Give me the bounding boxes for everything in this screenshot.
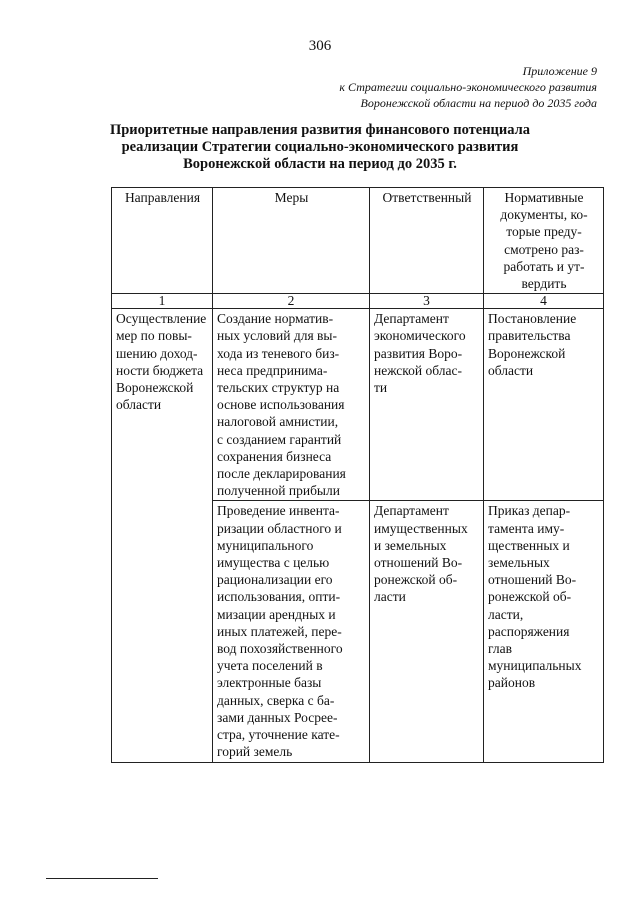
text-line: хода из теневого биз- [217,345,340,361]
text-line: ласти [374,589,406,605]
text-line: использования, опти- [217,589,341,605]
cell-responsible [370,501,484,762]
text-line: рационализации его [217,572,333,588]
text-line: нежской облас- [374,362,463,378]
text-line: полученной прибыли [217,483,340,499]
text-line: ронежской об- [374,572,458,588]
appendix-line-3: Воронежской области на период до 2035 года [360,96,597,110]
text-line: Департамент [374,311,449,327]
title-line-3: Воронежской области на период до 2035 г. [183,156,457,172]
text-line: имущества с целью [217,555,330,571]
text-line: Проведение инвента- [217,503,340,519]
appendix-note [339,63,597,111]
text-line: после декларирования [217,466,346,482]
text-line: торые преду- [506,224,582,240]
text-line: отношений Во- [374,555,463,571]
text-line: отношений Во- [488,572,577,588]
text-line: ласти, [488,606,524,622]
text-line: иных платежей, пере- [217,623,342,639]
document-title [60,122,580,173]
text-line: мизации арендных и [217,606,336,622]
text-line: смотрено раз- [504,241,584,257]
column-number-row [112,294,604,309]
page-number: 306 [308,38,332,54]
footnote-rule [46,878,158,879]
text-line: данных, сверка с ба- [217,692,335,708]
text-line: Создание норматив- [217,311,334,327]
text-line: вод похозяйственного [217,641,343,657]
header-documents [484,188,604,294]
text-line: ти [374,380,388,396]
column-number: 4 [484,294,604,309]
text-line: муниципального [217,537,314,553]
text-line: области [116,397,162,413]
text-line: Воронежской [116,380,194,396]
text-line: Постановление [488,311,577,327]
appendix-line-2: к Стратегии социально-экономического развития [339,80,597,94]
header-measures [213,188,370,294]
text-line: с созданием гарантий [217,431,342,447]
text-line: стра, уточнение кате- [217,727,340,743]
text-line: глав [488,641,512,657]
cell-measures [213,501,370,762]
text-line: Департамент [374,503,449,519]
text-line: зами данных Росрее- [217,709,338,725]
text-line: Направления [124,190,201,205]
text-line: щественных и [488,537,570,553]
header-row [112,188,604,294]
text-line: районов [488,675,536,691]
cell-measures [213,309,370,501]
title-line-1: Приоритетные направления развития финансового потенциала [109,122,531,138]
column-number: 2 [213,294,370,309]
text-line: Приказ депар- [488,503,571,519]
text-line: горий земель [217,744,293,760]
header-responsible [370,188,484,294]
text-line: ризации областного и [217,520,342,536]
text-line: земельных [488,555,550,571]
text-line: ных условий для вы- [217,328,337,344]
cell-direction [112,309,213,762]
appendix-line-1: Приложение 9 [522,64,597,78]
text-line: Ответственный [382,190,472,205]
text-line: области [488,362,534,378]
text-line: документы, ко- [500,207,588,223]
text-line: муниципальных [488,658,582,674]
text-line: учета поселений в [217,658,323,674]
text-line: и земельных [374,537,447,553]
text-line: вердить [521,276,567,292]
text-line: правительства [488,328,571,344]
cell-documents [484,501,604,762]
header-directions [112,188,213,294]
text-line: мер по повы- [116,328,192,344]
text-line: работать и ут- [503,258,585,274]
text-line: тельских структур на [217,380,340,396]
text-line: налоговой амнистии, [217,414,339,430]
title-line-2: реализации Стратегии социально-экономического развития [121,139,519,155]
column-number: 3 [370,294,484,309]
text-line: сохранения бизнеса [217,448,332,464]
cell-responsible [370,309,484,501]
text-line: ронежской об- [488,589,572,605]
text-line: неса предпринима- [217,362,328,378]
text-line: основе использования [217,397,345,413]
text-line: шению доход- [116,345,198,361]
text-line: развития Воро- [374,345,463,361]
table-row [112,309,604,501]
cell-documents [484,309,604,501]
text-line: ности бюджета [116,362,204,378]
text-line: имущественных [374,520,468,536]
text-line: Нормативные [504,190,584,205]
directions-table [111,187,604,763]
text-line: Осуществление [116,311,207,327]
text-line: распоряжения [488,623,570,639]
text-line: экономического [374,328,466,344]
text-line: тамента иму- [488,520,565,536]
column-number: 1 [112,294,213,309]
text-line: Меры [274,190,309,205]
text-line: электронные базы [217,675,322,691]
text-line: Воронежской [488,345,566,361]
